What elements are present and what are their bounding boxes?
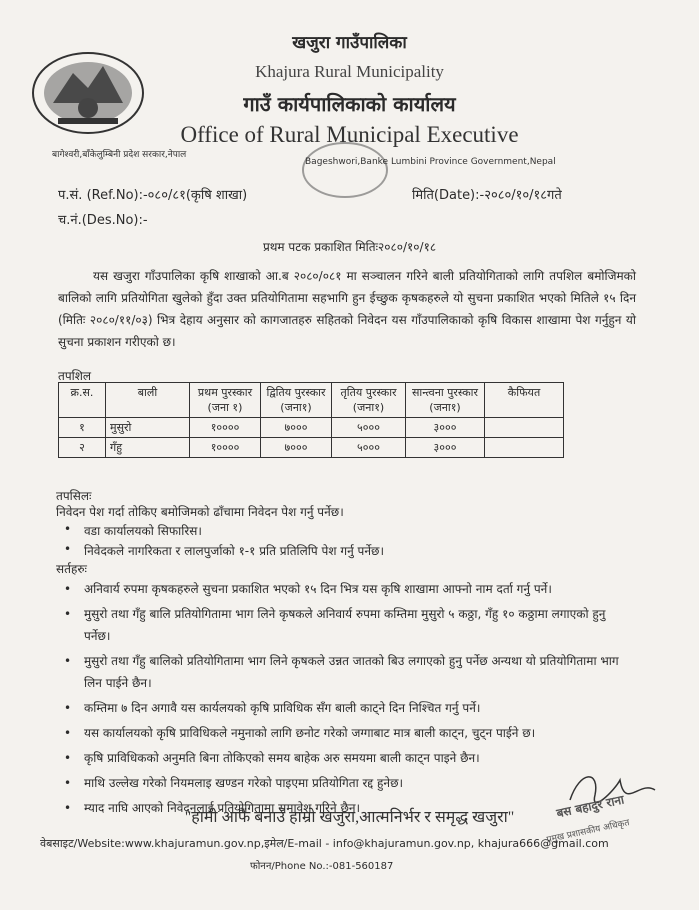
table-label: तपशिल [58, 369, 92, 383]
signatory-name: बस बहादुर राना [555, 792, 626, 821]
cell: ७००० [261, 418, 332, 438]
signatory-title: प्रमुख प्रशासकीय अधिकृत [545, 818, 631, 846]
prize-table [58, 382, 564, 458]
cell [485, 438, 564, 458]
bullet-icon: • [64, 654, 72, 668]
notice-body: यस खजुरा गाँउपालिका कृषि शाखाको आ.ब २०८०/०८१ मा सञ्चालन गरिने बाली प्रतियोगिताको लागि तपशिल बमोजिमको बालिको लागि प्रतियोगिता खुलेको हुँदा उक्त प्रतियोगितामा सहभागि हुन ईच्छुक कृषकहरुले यो सुचना प्रकाशित भएको मितिले १५ दिन (मितिः २०८०/११/०३) भित्र देहाय अनुसार को कागजातहरु सहितको निवेदन यस गाँउपालिकाको कृषि विकास शाखामा पेश गर्नुहुन यो सुचना प्रकाशन गरीएको छ। [58, 269, 636, 349]
notes-label: तपसिलः [56, 489, 92, 503]
address-english: Bageshwori,Banke Lumbini Province Government,Nepal [305, 157, 556, 167]
cell: ५००० [332, 418, 406, 438]
bullet-icon: • [64, 751, 72, 765]
issue-date: मिति(Date):-२०८०/१०/१८गते [412, 188, 562, 203]
conditions-label: सर्तहरुः [56, 562, 87, 576]
office-stamp [300, 140, 390, 200]
cell: ५००० [332, 438, 406, 458]
bullet-icon: • [64, 801, 72, 815]
header-crop: बाली [106, 383, 190, 418]
bullet-icon: • [64, 582, 72, 596]
office-name-english: Office of Rural Municipal Executive [180, 122, 519, 147]
list-item: • वडा कार्यालयको सिफारिस। [64, 522, 202, 538]
list-item: • अनिवार्य रुपमा कृषकहरुले सुचना प्रकाशित भएको १५ दिन भित्र यस कृषि शाखामा आफ्नो नाम दर्ता गर्नु पर्ने। [60, 578, 620, 600]
cell: २ [59, 438, 106, 458]
slogan: "हामी आफैं बनाउँ हाम्रो खजुरा,आत्मनिर्भर र समृद्ध खजुरा" [184, 809, 515, 826]
list-item: • म्याद नाघि आएको निवेदनलाई प्रतियोगितामा समावेश गरिने छैन। [60, 797, 620, 819]
cell: १ [59, 418, 106, 438]
list-item: • मुसुरो तथा गँहु बालि प्रतियोगितामा भाग लिने कृषकले अनिवार्य रुपमा कम्तिमा मुसुरो ५ कठ्ठा, गँहु १० कठ्ठामा लगाएको हुनु पर्नेछ। [60, 603, 620, 647]
cell: १०००० [190, 438, 261, 458]
cell: १०००० [190, 418, 261, 438]
list-item: • कम्तिमा ७ दिन अगावै यस कार्यलयको कृषि प्राविधिक सँग बाली काट्ने दिन निश्चित गर्नु पर्ने। [60, 697, 620, 719]
table-header-row [59, 383, 564, 418]
header-third-prize: तृतिय पुरस्कार (जना१) [332, 383, 406, 418]
footer-phone: फोनन/Phone No.:-081-560187 [250, 861, 394, 872]
publication-date: प्रथम पटक प्रकाशित मितिः२०८०/१०/१८ [262, 240, 437, 254]
municipality-name-nepali: खजुरा गाउँपालिका [292, 33, 407, 53]
list-item: • निवेदकले नागरिकता र लालपुर्जाको १-१ प्रति प्रतिलिपि पेश गर्नु पर्नेछ। [64, 542, 384, 558]
header-first-prize: प्रथम पुरस्कार (जना १) [190, 383, 261, 418]
list-item: • माथि उल्लेख गरेको नियमलाइ खण्डन गरेको पाइएमा प्रतियोगिता रद्द हुनेछ। [60, 772, 620, 794]
header-consolation-prize: सान्त्वना पुरस्कार (जना१) [406, 383, 485, 418]
municipality-name-english: Khajura Rural Municipality [255, 62, 444, 81]
office-name-nepali: गाउँ कार्यपालिकाको कार्यालय [243, 92, 456, 116]
bullet-icon: • [64, 701, 72, 715]
address-nepali: बागेश्वरी,बाँकेलुम्बिनी प्रदेश सरकार,नेपाल [52, 150, 187, 160]
header-second-prize: द्वितिय पुरस्कार (जना१) [261, 383, 332, 418]
list-item: • कृषि प्राविधिकको अनुमति बिना तोकिएको समय बाहेक अरु समयमा बाली काट्न पाइने छैन। [60, 747, 620, 769]
bullet-icon: • [64, 726, 72, 740]
cell [485, 418, 564, 438]
cell: ३००० [406, 418, 485, 438]
bullet-icon: • [64, 776, 72, 790]
list-item: • मुसुरो तथा गँहु बालिको प्रतियोगितामा भाग लिने कृषकले उन्नत जातको बिउ लगाएको हुनु पर्नेछ अन्यथा यो प्रतियोगितामा भाग लिन पाईने छैन। [60, 650, 620, 694]
bullet-icon: • [64, 542, 72, 556]
header-sn: क्र.स. [59, 383, 106, 418]
header-remarks: कैफियत [485, 383, 564, 418]
dispatch-number: च.नं.(Des.No):- [58, 213, 148, 228]
list-item: • यस कार्यालयको कृषि प्राविधिकले नमुनाको लागि छनोट गरेको जग्गाबाट मात्र बाली काट्न, चुट्न पाईने छ। [60, 722, 620, 744]
cell: मुसुरो [106, 418, 190, 438]
table-row [59, 438, 564, 458]
table-row [59, 418, 564, 438]
conditions-list [60, 578, 620, 822]
cell: गँहु [106, 438, 190, 458]
reference-number: प.सं. (Ref.No):-०८०/८१(कृषि शाखा) [58, 188, 248, 203]
bullet-icon: • [64, 522, 72, 536]
required-documents-list [60, 522, 384, 562]
cell: ३००० [406, 438, 485, 458]
footer-website-email: वेबसाइट/Website:www.khajuramun.gov.np,इमेल/E-mail - info@khajuramun.gov.np, khajura666@gmail.com [40, 837, 609, 850]
cell: ७००० [261, 438, 332, 458]
notes-intro: निवेदन पेश गर्दा तोकिए बमोजिमको ढाँचामा निवेदन पेश गर्नु पर्नेछ। [56, 505, 344, 519]
bullet-icon: • [64, 607, 72, 621]
